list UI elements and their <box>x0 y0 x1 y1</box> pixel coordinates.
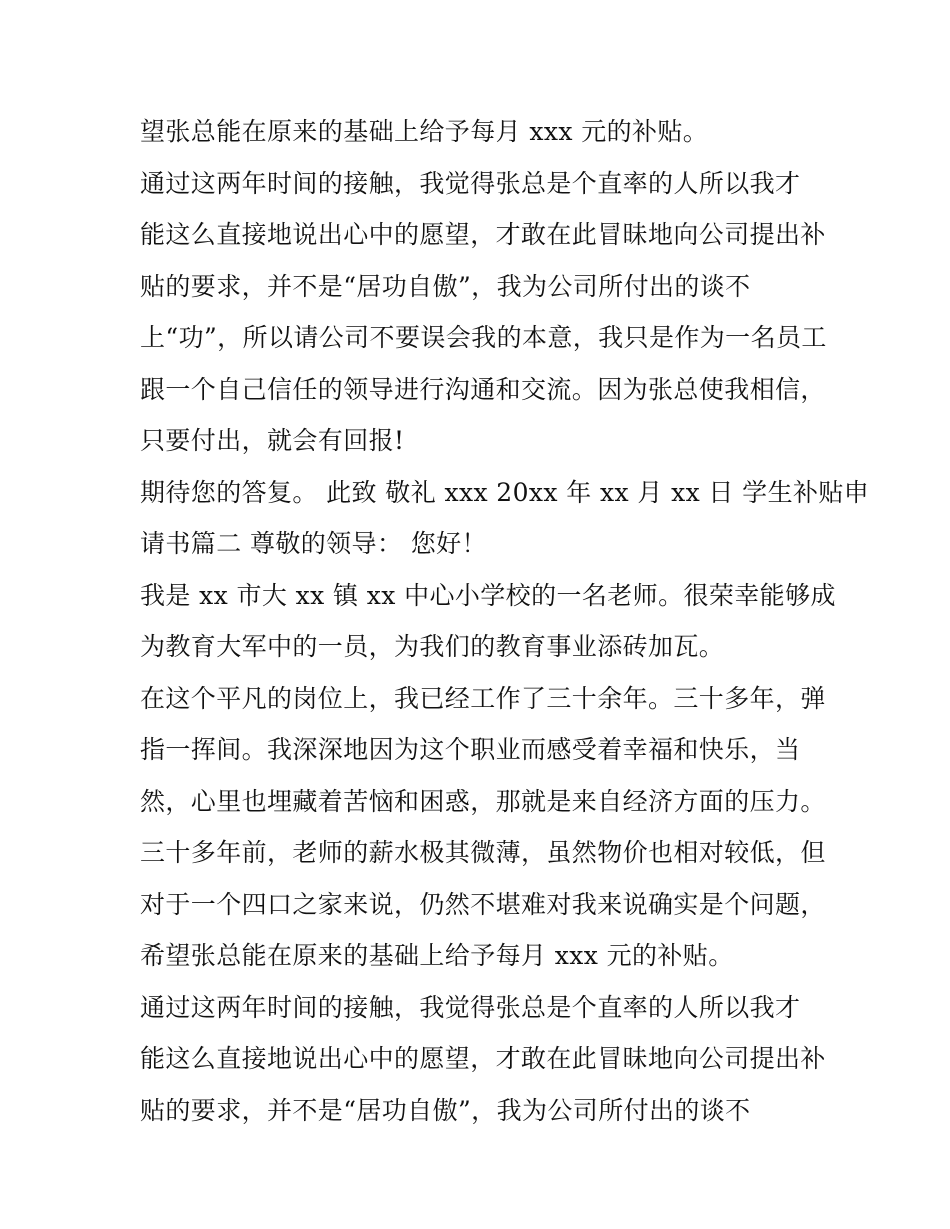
text-line: 能这么直接地说出心中的愿望，才敢在此冒昧地向公司提出补 <box>140 220 826 249</box>
text-line: 三十多年前，老师的薪水极其微薄，虽然物价也相对较低，但 <box>140 838 826 867</box>
text-line: 期待您的答复。 此致 敬礼 xxx 20xx 年 xx 月 xx 日 学生补贴申 <box>140 477 870 507</box>
text-line: 贴的要求，并不是“居功自傲”，我为公司所付出的谈不 <box>140 1095 751 1125</box>
text-line: 我是 xx 市大 xx 镇 xx 中心小学校的一名老师。很荣幸能够成 <box>140 580 836 610</box>
text-line: 对于一个四口之家来说，仍然不堪难对我来说确实是个问题， <box>140 889 826 919</box>
text-line: 指一挥间。我深深地因为这个职业而感受着幸福和快乐，当 <box>140 735 801 764</box>
text-line: 望张总能在原来的基础上给予每月 xxx 元的补贴。 <box>140 117 709 146</box>
text-line: 在这个平凡的岗位上，我已经工作了三十余年。三十多年，弹 <box>140 683 826 713</box>
text-line: 上“功”，所以请公司不要误会我的本意，我只是作为一名员工 <box>140 323 827 352</box>
text-line: 通过这两年时间的接触，我觉得张总是个直率的人所以我才 <box>140 168 801 198</box>
text-line: 贴的要求，并不是“居功自傲”，我为公司所付出的谈不 <box>140 271 751 301</box>
text-line: 请书篇二 尊敬的领导： 您好！ <box>140 529 487 558</box>
document-body <box>140 106 870 1136</box>
text-line: 然，心里也埋藏着苦恼和困惑，那就是来自经济方面的压力。 <box>140 786 826 816</box>
text-line: 跟一个自己信任的领导进行沟通和交流。因为张总使我相信， <box>140 374 826 404</box>
text-line: 为教育大军中的一员，为我们的教育事业添砖加瓦。 <box>140 632 725 661</box>
text-line: 希望张总能在原来的基础上给予每月 xxx 元的补贴。 <box>140 941 734 970</box>
text-line: 能这么直接地说出心中的愿望，才敢在此冒昧地向公司提出补 <box>140 1044 826 1073</box>
text-line: 通过这两年时间的接触，我觉得张总是个直率的人所以我才 <box>140 992 801 1022</box>
text-line: 只要付出，就会有回报! <box>140 426 405 455</box>
